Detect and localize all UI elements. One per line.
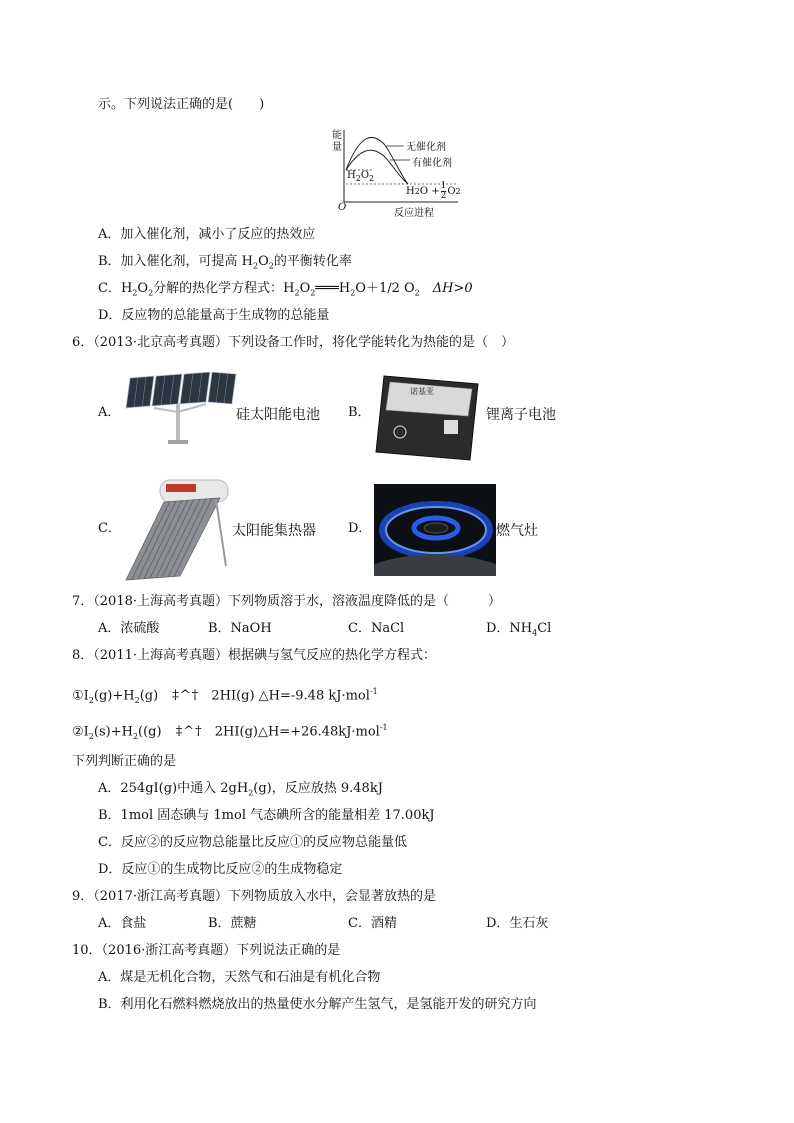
- q5-option-d[interactable]: D．反应物的总能量高于生成物的总能量: [98, 308, 330, 323]
- battery-svg: [370, 370, 490, 466]
- half-fraction: $\frac{1}{2}$: [440, 181, 447, 201]
- q9-option-d[interactable]: D．生石灰: [486, 916, 549, 931]
- stand: [216, 500, 226, 566]
- q6-option-a-letter[interactable]: A．: [98, 405, 121, 420]
- q6-option-c-label: 太阳能集热器: [232, 522, 316, 538]
- q7-option-c[interactable]: C．NaCl: [348, 621, 405, 636]
- q8-stem: 8．（2011·上海高考真题）根据碘与氢气反应的热化学方程式：: [72, 648, 436, 663]
- battery-image: [370, 370, 490, 466]
- panel-pole: [176, 404, 180, 442]
- q6-option-b-label: 锂离子电池: [486, 406, 556, 422]
- q8-option-c[interactable]: C．反应②的反应物总能量比反应①的反应物总能量低: [98, 835, 407, 850]
- panel-4: [208, 372, 236, 404]
- uncatalyzed-label: 无催化剂: [406, 142, 446, 153]
- panel-3: [180, 372, 210, 404]
- q10-option-a[interactable]: A．煤是无机化合物，天然气和石油是有机化合物: [98, 970, 381, 985]
- q8-option-d[interactable]: D．反应①的生成物比反应②的生成物稳定: [98, 862, 343, 877]
- q9-option-b[interactable]: B．蔗糖: [208, 916, 257, 931]
- burner-cap: [424, 523, 448, 533]
- solar-panel-svg: [124, 372, 240, 452]
- q5-option-a[interactable]: A．加入催化剂，减小了反应的热效应: [98, 227, 316, 242]
- battery-brand-text: 诺基亚: [410, 387, 434, 396]
- y-axis-label-1: 能: [332, 130, 342, 141]
- q9-option-a[interactable]: A．食盐: [98, 916, 147, 931]
- q8-judge: 下列判断正确的是: [72, 754, 177, 769]
- stove-grate: [374, 554, 496, 576]
- reactant-label: $H_2O_2$: [347, 170, 375, 183]
- catalyzed-label: 有催化剂: [412, 158, 452, 169]
- x-axis-label: 反应进程: [394, 208, 434, 219]
- equilibrium-arrow-icon: ‡^†: [175, 724, 203, 740]
- tank-logo: [166, 484, 196, 492]
- q6-option-a-label: 硅太阳能电池: [236, 406, 320, 422]
- energy-diagram: [330, 124, 470, 220]
- gas-stove-image: [374, 484, 496, 576]
- q7-option-d[interactable]: D．$NH_4Cl$: [486, 621, 552, 638]
- battery-qr: [444, 420, 458, 434]
- q5-stem-tail: 示。下列说法正确的是( ): [98, 97, 265, 112]
- origin-label: O: [338, 202, 347, 213]
- q8-equation-1: $①I_2(g)+H_2(g)$ ‡^† 2HI(g) △H=-9.48 kJ·mol$^{-1}$: [72, 687, 378, 705]
- q6-option-d-label: 燃气灶: [496, 522, 538, 538]
- gas-stove-svg: [374, 484, 496, 576]
- q8-option-a[interactable]: A．254gI(g)中通入 $2gH_2(g)$，反应放热 9.48kJ: [98, 781, 383, 798]
- y-axis-label-2: 量: [332, 142, 342, 153]
- q5-option-b[interactable]: B．加入催化剂，可提高 $H_2O_2$的平衡转化率: [98, 254, 352, 271]
- q8-option-b[interactable]: B．1mol 固态碘与 1mol 气态碘所含的能量相差 17.00kJ: [98, 808, 435, 823]
- q6-stem: 6．（2013·北京高考真题）下列设备工作时，将化学能转化为热能的是（ ）: [72, 335, 514, 350]
- equilibrium-arrow-icon: ‡^†: [172, 688, 200, 704]
- solar-heater-image: [120, 476, 232, 582]
- q7-option-b[interactable]: B．NaOH: [208, 621, 272, 636]
- q10-stem: 10．（2016·浙江高考真题）下列说法正确的是: [72, 943, 341, 958]
- q6-option-b-letter[interactable]: B．: [348, 405, 371, 420]
- q7-option-a[interactable]: A．浓硫酸: [98, 621, 160, 636]
- q6-option-c-letter[interactable]: C．: [98, 521, 121, 536]
- panel-2: [152, 374, 182, 406]
- q10-option-b[interactable]: B．利用化石燃料燃烧放出的热量使水分解产生氢气，是氢能开发的研究方向: [98, 997, 537, 1012]
- q7-stem: 7．（2018·上海高考真题）下列物质溶于水，溶液温度降低的是（ ）: [72, 594, 501, 609]
- q5-option-c[interactable]: C．$H_2O_2$分解的热化学方程式：$H_2O_2═══H_2O+1/2$ $O_2$ ΔH>0: [98, 281, 473, 298]
- q6-option-d-letter[interactable]: D．: [348, 521, 372, 536]
- solar-heater-svg: [120, 476, 232, 582]
- solar-panel-image: [124, 372, 240, 452]
- q9-stem: 9．（2017·浙江高考真题）下列物质放入水中，会显著放热的是: [72, 889, 436, 904]
- product-label: H 2 O + $\frac{1}{2}$ O 2: [406, 181, 461, 201]
- q9-option-c[interactable]: C．酒精: [348, 916, 397, 931]
- q8-equation-2: $②I_2(s)+H_2((g)$ ‡^† 2HI(g)△H=+26.48kJ·mol$^{-1}$: [72, 723, 388, 741]
- panel-1: [126, 376, 154, 408]
